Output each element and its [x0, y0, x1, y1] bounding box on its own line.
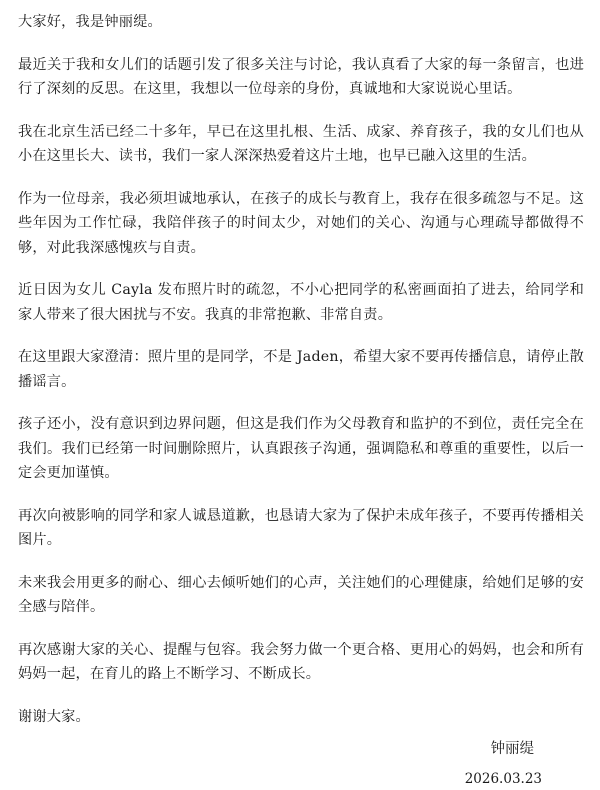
paragraph-mother-admission: 作为一位母亲，我必须坦诚地承认，在孩子的成长与教育上，我存在很多疏忽与不足。这些年因为工作忙碌，我陪伴孩子的时间太少，对她们的关心、沟通与心理疏导都做得不够，对此我深感愧疚与自责。	[18, 190, 584, 256]
paragraph-beijing-life: 我在北京生活已经二十多年，早已在这里扎根、生活、成家、养育孩子，我的女儿们也从小在这里长大、读书，我们一家人深深热爱着这片土地，也早已融入这里的生活。	[18, 123, 584, 164]
paragraph-future: 未来我会用更多的耐心、细心去倾听她们的心声，关注她们的心理健康，给她们足够的安全感与陪伴。	[18, 574, 584, 615]
paragraph-cayla-incident: 近日因为女儿 Cayla 发布照片时的疏忽，不小心把同学的私密画面拍了进去，给同学和家人带来了很大困扰与不安。我真的非常抱歉、非常自责。	[18, 282, 584, 323]
paragraph-clarification: 在这里跟大家澄清：照片里的是同学，不是 Jaden，希望大家不要再传播信息，请停止散播谣言。	[18, 349, 584, 390]
signature-date: 2026.03.23	[464, 771, 542, 787]
paragraph-responsibility: 孩子还小，没有意识到边界问题，但这是我们作为父母教育和监护的不到位，责任完全在我们。我们已经第一时间删除照片，认真跟孩子沟通，强调隐私和尊重的重要性，以后一定会更加谨慎。	[18, 416, 584, 481]
statement-letter	[18, 10, 584, 729]
signature-block	[402, 738, 542, 790]
closing-line: 谢谢大家。	[18, 708, 90, 725]
greeting: 大家好，我是钟丽缇。	[18, 14, 162, 30]
signature-name: 钟丽缇	[490, 741, 534, 757]
paragraph-thanks: 再次感谢大家的关心、提醒与包容。我会努力做一个更合格、更用心的妈妈，也会和所有妈妈一起，在育儿的路上不断学习、不断成长。	[18, 641, 584, 682]
paragraph-apology: 再次向被影响的同学和家人诚恳道歉，也恳请大家为了保护未成年孩子，不要再传播相关图片。	[18, 507, 584, 548]
paragraph-reflection: 最近关于我和女儿们的话题引发了很多关注与讨论，我认真看了大家的每一条留言，也进行了深刻的反思。在这里，我想以一位母亲的身份，真诚地和大家说说心里话。	[18, 56, 584, 97]
